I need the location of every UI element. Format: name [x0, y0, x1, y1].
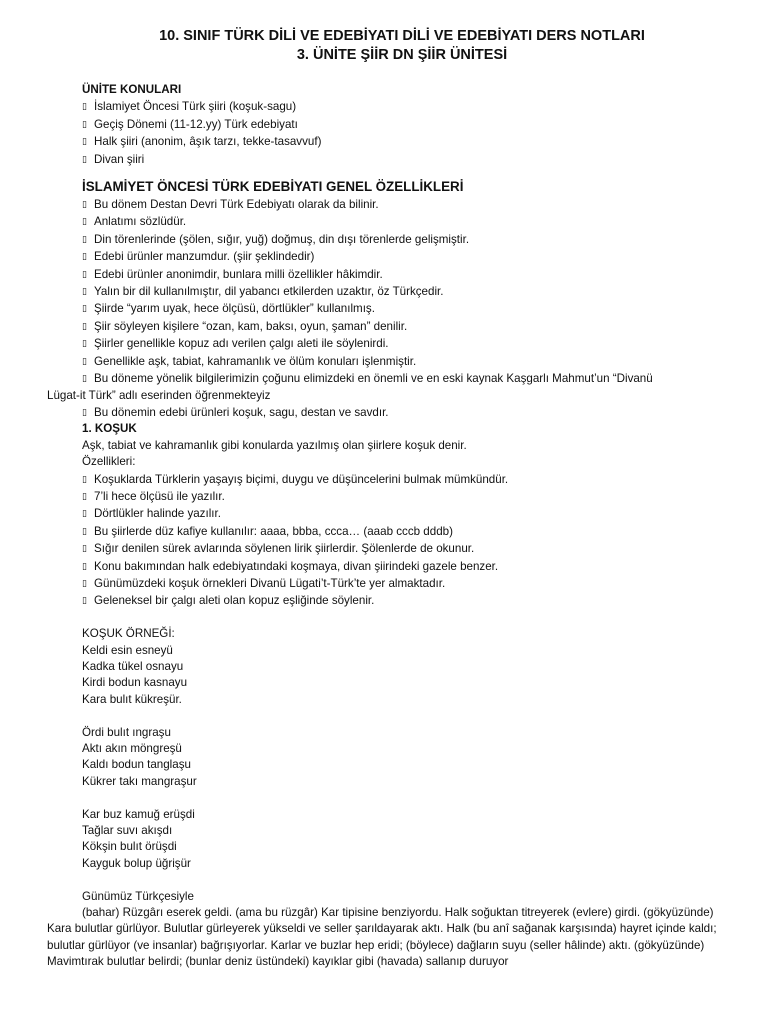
bullet-icon: ▯: [82, 233, 87, 244]
list-item: ▯ Edebi ürünler manzumdur. (şiir şeklindedir): [82, 250, 315, 264]
bullet-icon: ▯: [82, 560, 87, 571]
list-item: ▯ Koşuklarda Türklerin yaşayış biçimi, duygu ve düşüncelerini bulmak mümkündür.: [82, 472, 509, 486]
poem-line: Kayguk bolup üğrişür: [82, 856, 191, 870]
bullet-icon: ▯: [82, 153, 87, 164]
list-item: ▯ Anlatımı sözlüdür.: [82, 215, 187, 229]
bullet-icon: ▯: [82, 473, 87, 484]
bullet-icon: ▯: [82, 118, 87, 129]
bullet-icon: ▯: [82, 508, 87, 519]
poem-stanza-2: [82, 725, 722, 791]
bullet-icon: ▯: [82, 373, 87, 384]
bullet-icon: ▯: [82, 338, 87, 349]
document-title: 10. SINIF TÜRK DİLİ VE EDEBİYATI DİLİ VE EDEBİYATI DERS NOTLARI: [159, 28, 645, 44]
ornek-label: KOŞUK ÖRNEĞİ:: [82, 627, 175, 641]
list-item: ▯ Divan şiiri: [82, 152, 145, 166]
list-item: ▯ Dörtlükler halinde yazılır.: [82, 507, 221, 521]
bullet-icon: ▯: [82, 251, 87, 262]
translation-paragraph: (bahar) Rüzgârı eserek geldi. (ama bu rüzgâr) Kar tipisine benziyordu. Halk soğuktan titreyerek (evlere) girdi. (gökyüzünde) Kara bulutlar gürlüyor. Bulutlar gürleyerek yükseldi ve seller şarıldayarak aktı. Halk (bu anî sağanak karşısında) hayret içinde kaldı; bulutlar gürlüyor (ve insanlar) bağrışıyorlar. Karlar ve buzlar hep eridi; (böylece) dağların suyu (seller hâlinde) aktı. (gökyüzünde) Mavimtırak bulutlar belirdi; (bunlar deniz üstündeki) kayıklar gibi (havada) sallanıp duruyor: [47, 906, 717, 969]
list-item: ▯ Sığır denilen sürek avlarında söylenen lirik şiirlerdir. Şölenlerde de okunur.: [82, 542, 475, 556]
list-item: ▯ Konu bakımından halk edebiyatındaki koşmaya, divan şiirindeki gazele benzer.: [82, 559, 499, 573]
gunumuz-label: Günümüz Türkçesiyle: [82, 889, 194, 903]
poem-line: Ördi bulıt ıngraşu: [82, 725, 171, 739]
list-item: ▯ Edebi ürünler anonimdir, bunlara milli özellikler hâkimdir.: [82, 267, 383, 281]
list-item: ▯ Bu döneme yönelik bilgilerimizin çoğunu elimizdeki en önemli ve en eski kaynak Kaşgarlı Mahmut’un “Divanü: [82, 372, 653, 386]
list-item: ▯ Geçiş Dönemi (11-12.yy) Türk edebiyatı: [82, 117, 298, 131]
list-item: ▯ Bu dönemin edebi ürünleri koşuk, sagu, destan ve savdır.: [82, 405, 389, 419]
bullet-icon: ▯: [82, 355, 87, 366]
bullet-icon: ▯: [82, 525, 87, 536]
poem-line: Kara bulıt kükreşür.: [82, 692, 182, 706]
list-item: ▯ Din törenlerinde (şölen, sığır, yuğ) doğmuş, din dışı törenlerde gelişmiştir.: [82, 232, 470, 246]
bullet-icon: ▯: [82, 320, 87, 331]
bullet-icon: ▯: [82, 101, 87, 112]
list-item: ▯ Şiirler genellikle kopuz adı verilen çalgı aleti ile söylenirdi.: [82, 337, 389, 351]
poem-line: Kaldı bodun tanglaşu: [82, 758, 191, 772]
document-subtitle: 3. ÜNİTE ŞİİR DN ŞİİR ÜNİTESİ: [296, 47, 508, 63]
list-item: ▯ 7’li hece ölçüsü ile yazılır.: [82, 489, 225, 503]
poem-stanza-3: [82, 807, 722, 873]
poem-line: Keldi esin esneyü: [82, 643, 173, 657]
list-item: ▯ Şiir söyleyen kişilere “ozan, kam, baksı, oyun, şaman” denilir.: [82, 319, 408, 333]
features-label: Özellikleri:: [82, 455, 136, 469]
bullet-icon: ▯: [82, 490, 87, 501]
poem-line: Tağlar suvı akışdı: [82, 824, 173, 838]
bullet-icon: ▯: [82, 136, 87, 147]
bullet-icon: ▯: [82, 577, 87, 588]
poem-line: Kar buz kamuğ erüşdi: [82, 807, 195, 821]
bullet-icon: ▯: [82, 199, 87, 210]
list-item: ▯ Yalın bir dil kullanılmıştır, dil yabancı etkilerden uzaktır, öz Türkçedir.: [82, 285, 444, 299]
bullet-icon: ▯: [82, 286, 87, 297]
islamiyet-heading: İSLAMİYET ÖNCESİ TÜRK EDEBİYATI GENEL ÖZELLİKLERİ: [82, 179, 464, 195]
poem-line: Aktı akın möngreşü: [82, 742, 182, 755]
islamiyet-feature-list: [82, 196, 722, 370]
kosuk-heading: 1. KOŞUK: [82, 422, 137, 436]
poem-line: Kadka tükel osnayu: [82, 659, 184, 673]
list-item-continuation: Lügat-it Türk” adlı eserinden öğrenmekteyiz: [47, 388, 271, 402]
poem-line: Kükrer takı mangraşur: [82, 774, 197, 788]
list-item: ▯ Bu şiirlerde düz kafiye kullanılır: aaaa, bbba, ccca… (aaab cccb dddb): [82, 524, 453, 538]
list-item: ▯ Şiirde “yarım uyak, hece ölçüsü, dörtlükler” kullanılmış.: [82, 302, 375, 316]
bullet-icon: ▯: [82, 303, 87, 314]
bullet-icon: ▯: [82, 268, 87, 279]
list-item: ▯ Halk şiiri (anonim, âşık tarzı, tekke-tasavvuf): [82, 135, 322, 149]
list-item: ▯ Günümüzdeki koşuk örnekleri Divanü Lügati’t-Türk’te yer almaktadır.: [82, 576, 446, 590]
poem-stanza-1: [82, 643, 722, 709]
bullet-icon: ▯: [82, 595, 87, 606]
bullet-icon: ▯: [82, 216, 87, 227]
poem-line: Kökşin bulıt örüşdi: [82, 840, 177, 854]
poem-line: Kirdi bodun kasnayu: [82, 676, 188, 690]
kosuk-feature-list: [82, 471, 722, 610]
unite-heading: ÜNİTE KONULARI: [82, 83, 182, 96]
unite-topic-list: [82, 98, 722, 168]
list-item: ▯ Geleneksel bir çalgı aleti olan kopuz eşliğinde söylenir.: [82, 594, 375, 608]
list-item: ▯ İslamiyet Öncesi Türk şiiri (koşuk-sagu): [82, 100, 297, 114]
document-body: [47, 82, 722, 971]
list-item: ▯ Genellikle aşk, tabiat, kahramanlık ve ölüm konuları işlenmiştir.: [82, 354, 417, 368]
kosuk-definition: Aşk, tabiat ve kahramanlık gibi konularda yazılmış olan şiirlere koşuk denir.: [82, 438, 467, 452]
bullet-icon: ▯: [82, 406, 87, 417]
list-item: ▯ Bu dönem Destan Devri Türk Edebiyatı olarak da bilinir.: [82, 198, 379, 212]
bullet-icon: ▯: [82, 543, 87, 554]
